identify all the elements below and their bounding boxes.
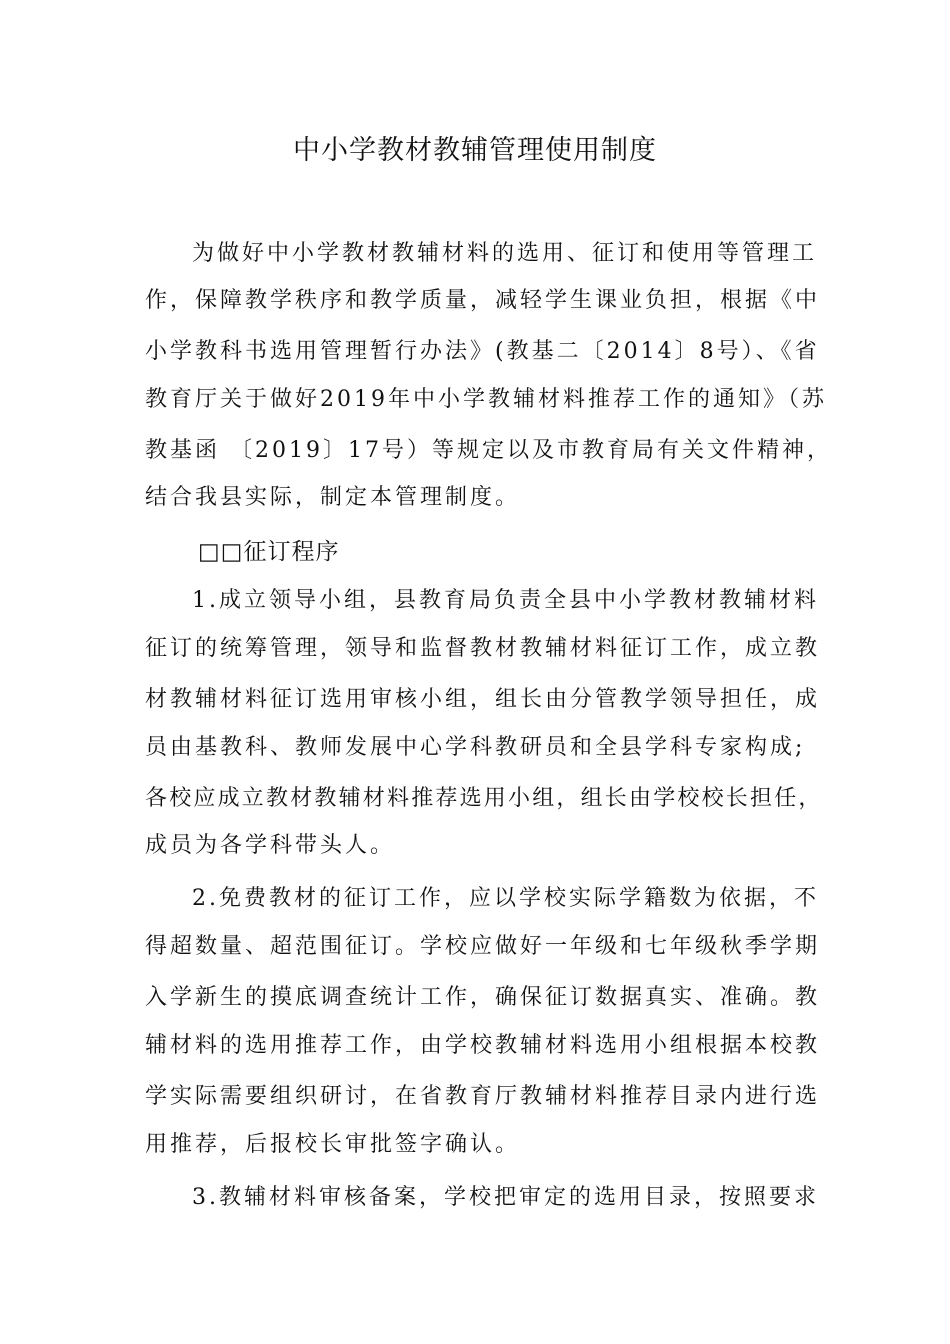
intro-line: 作，保障教学秩序和教学质量，减轻学生课业负担，根据《中 (145, 288, 821, 313)
intro-line: 小学教科书选用管理暂行办法》(教基二〔2014〕8号）、《省 (145, 339, 820, 364)
para1-line: 成员为各学科带头人。 (145, 833, 396, 858)
para3-line: 3.教辅材料审核备案，学校把审定的选用目录，按照要求 (192, 1185, 819, 1210)
para2-line: 得超数量、超范围征订。学校应做好一年级和七年级秋季学期 (145, 934, 821, 959)
para1-line: 征订的统筹管理，领导和监督教材教辅材料征订工作，成立教 (145, 636, 821, 661)
para2-line: 入学新生的摸底调查统计工作，确保征订数据真实、准确。教 (145, 985, 821, 1010)
intro-line: 教基函 〔2019〕17号）等规定以及市教育局有关文件精神， (145, 438, 832, 463)
para2-line: 辅材料的选用推荐工作，由学校教辅材料选用小组根据本校教 (145, 1033, 821, 1058)
section-heading: □□征订程序 (198, 539, 340, 565)
para1-line: 材教辅材料征订选用审核小组，组长由分管教学领导担任，成 (145, 687, 821, 712)
intro-line: 教育厅关于做好2019年中小学教辅材料推荐工作的通知》（苏 (145, 387, 827, 412)
para2-line: 学实际需要组织研讨，在省教育厅教辅材料推荐目录内进行选 (145, 1084, 821, 1109)
para1-line: 各校应成立教材教辅材料推荐选用小组，组长由学校校长担任， (145, 786, 823, 811)
intro-line: 为做好中小学教材教辅材料的选用、征订和使用等管理工 (192, 241, 818, 266)
para2-line: 用推荐，后报校长审批签字确认。 (145, 1132, 521, 1157)
para1-line: 1.成立领导小组，县教育局负责全县中小学教材教辅材料 (192, 588, 819, 613)
para1-line: 员由基教科、教师发展中心学科教研员和全县学科专家构成; (145, 735, 806, 760)
para2-line: 2.免费教材的征订工作，应以学校实际学籍数为依据，不 (192, 886, 819, 911)
document-title: 中小学教材教辅管理使用制度 (293, 135, 657, 166)
intro-line: 结合我县实际，制定本管理制度。 (145, 485, 521, 510)
